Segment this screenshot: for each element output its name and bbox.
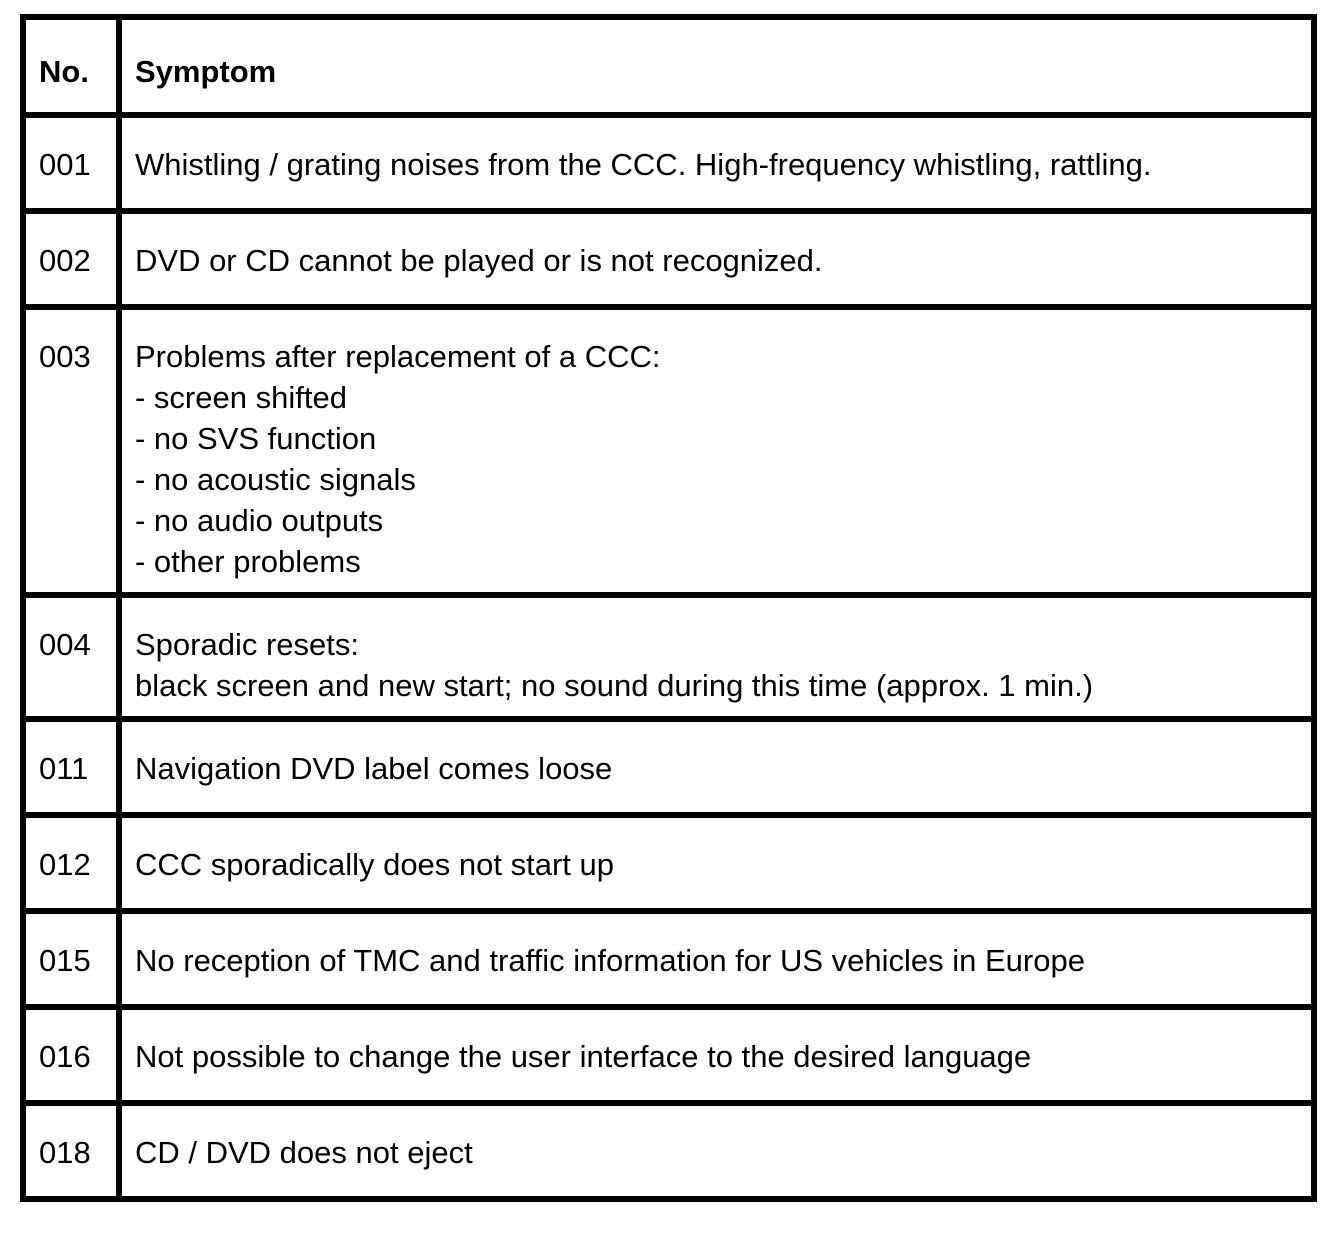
symptom-line: CCC sporadically does not start up <box>135 847 615 882</box>
table-row <box>23 1007 1314 1103</box>
row-number: 012 <box>23 815 119 911</box>
row-number: 001 <box>23 115 119 211</box>
row-symptom <box>119 911 1314 1007</box>
symptom-line: - no audio outputs <box>135 503 384 538</box>
row-symptom <box>119 1103 1314 1199</box>
symptom-line: Sporadic resets: <box>135 627 359 662</box>
table-row <box>23 307 1314 595</box>
row-symptom <box>119 815 1314 911</box>
row-number: 018 <box>23 1103 119 1199</box>
table-row <box>23 115 1314 211</box>
row-number: 011 <box>23 719 119 815</box>
symptom-line: black screen and new start; no sound during this time (approx. 1 min.) <box>135 668 1094 703</box>
symptom-line: - no SVS function <box>135 421 377 456</box>
symptom-line: - screen shifted <box>135 380 347 415</box>
row-number: 003 <box>23 307 119 595</box>
table-row <box>23 719 1314 815</box>
row-symptom <box>119 115 1314 211</box>
row-symptom <box>119 595 1314 719</box>
table-row <box>23 211 1314 307</box>
row-symptom <box>119 719 1314 815</box>
symptom-line: Whistling / grating noises from the CCC. High-frequency whistling, rattling. <box>135 147 1152 182</box>
row-symptom <box>119 1007 1314 1103</box>
symptom-line: CD / DVD does not eject <box>135 1135 473 1170</box>
row-number: 016 <box>23 1007 119 1103</box>
table-row <box>23 911 1314 1007</box>
row-number: 002 <box>23 211 119 307</box>
column-header-no: No. <box>23 17 119 115</box>
symptom-line: - no acoustic signals <box>135 462 416 497</box>
symptom-line: No reception of TMC and traffic information for US vehicles in Europe <box>135 943 1085 978</box>
row-number: 004 <box>23 595 119 719</box>
row-symptom <box>119 211 1314 307</box>
table-header-row <box>23 17 1314 115</box>
column-header-symptom: Symptom <box>119 17 1314 115</box>
symptom-table <box>20 14 1317 1202</box>
symptom-line: - other problems <box>135 544 361 579</box>
row-symptom <box>119 307 1314 595</box>
table-row <box>23 815 1314 911</box>
row-number: 015 <box>23 911 119 1007</box>
table-row <box>23 1103 1314 1199</box>
symptom-line: Navigation DVD label comes loose <box>135 751 613 786</box>
symptom-line: Not possible to change the user interface to the desired language <box>135 1039 1032 1074</box>
symptom-line: Problems after replacement of a CCC: <box>135 339 661 374</box>
symptom-line: DVD or CD cannot be played or is not recognized. <box>135 243 823 278</box>
table-row <box>23 595 1314 719</box>
